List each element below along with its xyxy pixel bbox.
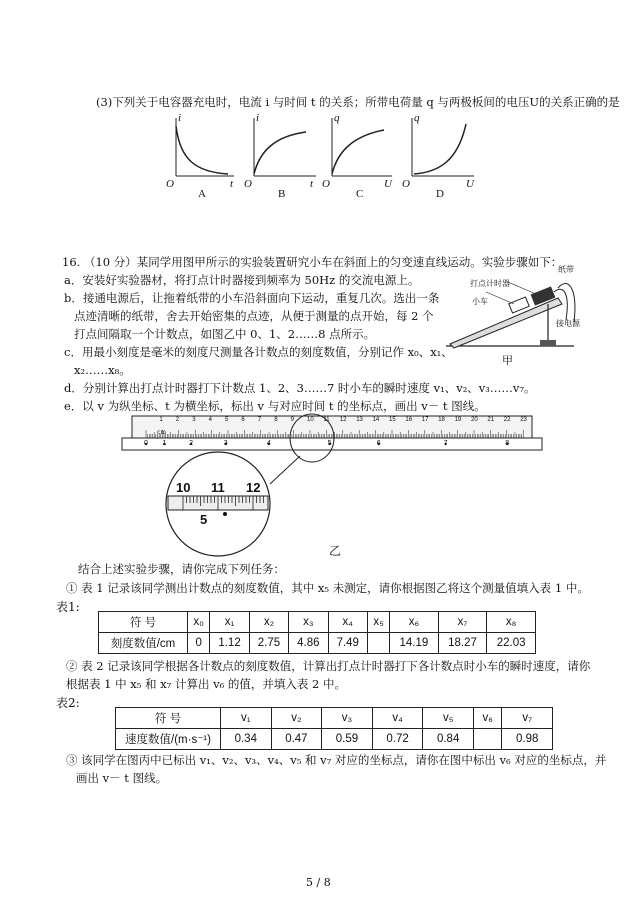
ruler-cm-label: 13 xyxy=(356,417,363,423)
table2-h0: 符 号 xyxy=(116,708,221,729)
intro-text: 结合上述实验步骤，请你完成下列任务： xyxy=(78,562,285,576)
caption-yi: 乙 xyxy=(329,544,342,558)
table1-h7: x₆ xyxy=(390,612,439,633)
ruler-cm-label: 15 xyxy=(389,417,396,423)
ruler-cm-label: 8 xyxy=(274,417,278,423)
ruler-cm-label: 6 xyxy=(241,417,245,423)
graph-d-letter: D xyxy=(436,188,444,200)
table1-h9: x₈ xyxy=(487,612,536,633)
counting-point-label: 6 xyxy=(376,440,381,447)
task-2-line2: 根据表 1 中 x₅ 和 x₇ 计算出 v₆ 的值，并填入表 2 中。 xyxy=(66,677,346,691)
apparatus-figure xyxy=(440,264,580,364)
counting-point-label: 0 xyxy=(144,440,148,447)
zoom-label-11: 11 xyxy=(211,480,225,495)
table1-h5: x₄ xyxy=(328,612,367,633)
table2-r4: 0.72 xyxy=(372,729,423,750)
graph-b-letter: B xyxy=(278,188,286,200)
table1-r7: 14.19 xyxy=(390,633,439,654)
table2-r7: 0.98 xyxy=(502,729,553,750)
graph-c-letter: C xyxy=(356,188,364,200)
step-b-line1: b．接通电源后，让拖着纸带的小车沿斜面向下运动，重复几次。选出一条 xyxy=(64,291,440,305)
graph-d-xlabel: U xyxy=(466,178,474,190)
ruler-cm-label: 3 xyxy=(192,417,196,423)
ruler-cm-label: 20 xyxy=(471,417,478,423)
graph-a[interactable] xyxy=(176,118,234,176)
table2-r3: 0.59 xyxy=(322,729,373,750)
step-b-line3: 打点间隔取一个计数点，如图乙中 0、1、2……8 点所示。 xyxy=(74,327,376,341)
counting-point-label: 8 xyxy=(505,440,510,447)
graph-c-origin: O xyxy=(322,178,330,190)
graph-a-ylabel: i xyxy=(178,112,182,124)
counting-point-label: 4 xyxy=(266,440,271,447)
page-number: 5 / 8 xyxy=(306,876,331,889)
table1-h1: x₀ xyxy=(188,612,210,633)
ruler-cm-label: 17 xyxy=(421,417,429,423)
label-tape: 纸带 xyxy=(558,265,574,274)
table2-v6-answer-cell[interactable] xyxy=(473,729,501,750)
table2-h4: v₄ xyxy=(372,708,423,729)
ruler-cm-label: 23 xyxy=(520,417,527,423)
table1-r4: 4.86 xyxy=(289,633,328,654)
step-e: e．以 v 为纵坐标、t 为横坐标，标出 v 与对应时间 t 的坐标点，画出 v－ t 图线。 xyxy=(64,399,486,413)
zoom-label-10: 10 xyxy=(176,480,191,495)
table1-r9: 22.03 xyxy=(487,633,536,654)
table2-h3: v₃ xyxy=(322,708,373,729)
table2-r5: 0.84 xyxy=(423,729,474,750)
ruler-cm-label: 16 xyxy=(405,417,413,423)
graph-c-ylabel: q xyxy=(334,112,340,124)
table2-h7: v₇ xyxy=(502,708,553,729)
table2-h1: v₁ xyxy=(221,708,272,729)
q3-text: (3)下列关于电容器充电时，电流 i 与时间 t 的关系；所带电荷量 q 与两极板间的电压U的关系正确的是 xyxy=(96,95,620,109)
table2-r2: 0.47 xyxy=(271,729,322,750)
graph-b-xlabel: t xyxy=(310,178,314,190)
graph-a-xlabel: t xyxy=(230,178,234,190)
ruler-cm-label: 1 xyxy=(159,417,163,423)
step-a: a．安装好实验器材，将打点计时器接到频率为 50Hz 的交流电源上。 xyxy=(64,273,420,287)
table2-label: 表2: xyxy=(56,696,80,710)
ruler-cm-label: 11 xyxy=(323,417,330,423)
ruler-cm-label: 12 xyxy=(339,417,347,423)
table1-h3: x₂ xyxy=(249,612,288,633)
table1-r3: 2.75 xyxy=(249,633,288,654)
table1-value-row xyxy=(99,633,536,654)
ruler-cm-label: 7 xyxy=(257,417,262,423)
ruler-unit: cm xyxy=(157,429,167,436)
graph-d[interactable] xyxy=(412,118,474,176)
table1-h2: x₁ xyxy=(210,612,249,633)
counting-point-label: 7 xyxy=(443,440,448,447)
label-power: 接电源 xyxy=(556,319,580,328)
task-3-line1: ③ 该同学在图丙中已标出 v₁、v₂、v₃、v₄、v₅ 和 v₇ 对应的坐标点，请你在图中标出 v₆ 对应的坐标点，并 xyxy=(66,753,607,767)
ruler-cm-label: 4 xyxy=(208,417,212,423)
graph-c[interactable] xyxy=(332,118,392,176)
ruler-cm-label: 22 xyxy=(503,417,511,423)
table1-r5: 7.49 xyxy=(328,633,367,654)
table-2 xyxy=(115,707,553,750)
caption-jia: 甲 xyxy=(502,354,513,367)
task-2-line1: ② 表 2 记录该同学根据各计数点的刻度数值，计算出打点计时器打下各计数点时小车的瞬时速度，请你 xyxy=(66,659,591,673)
ruler-cm-label: 2 xyxy=(175,417,180,423)
step-c-line1: c．用最小刻度是毫米的刻度尺测量各计数点的刻度数值，分别记作 x₀、x₁、 xyxy=(64,345,453,359)
table1-label: 表1: xyxy=(56,600,80,614)
graph-c-xlabel: U xyxy=(384,178,392,190)
table2-value-row xyxy=(116,729,553,750)
table1-h8: x₇ xyxy=(438,612,487,633)
step-d: d．分别计算出打点计时器打下计数点 1、2、3……7 时小车的瞬时速度 v₁、v₂、v₃……v₇。 xyxy=(64,381,536,395)
graph-b-ylabel: i xyxy=(256,112,260,124)
graph-d-origin: O xyxy=(402,178,410,190)
table2-r1: 0.34 xyxy=(221,729,272,750)
label-timer: 打点计时器 xyxy=(470,279,510,288)
task-1: ① 表 1 记录该同学测出计数点的刻度数值，其中 x₅ 未测定，请你根据图乙将这个测量值填入表 1 中。 xyxy=(66,581,589,595)
label-cart: 小车 xyxy=(472,297,488,306)
ruler-cm-label: 5 xyxy=(225,417,229,423)
table1-h0: 符 号 xyxy=(99,612,188,633)
graph-d-ylabel: q xyxy=(414,112,420,124)
ruler-cm-label: 21 xyxy=(487,417,495,423)
counting-point-label: 1 xyxy=(162,440,167,447)
q16-heading: 16. （10 分）某同学用图甲所示的实验装置研究小车在斜面上的匀变速直线运动。实验步骤如下： xyxy=(62,255,563,269)
table1-r0: 刻度数值/cm xyxy=(99,633,188,654)
table1-h6: x₅ xyxy=(367,612,389,633)
ruler-cm-label: 10 xyxy=(307,417,314,423)
table2-h5: v₅ xyxy=(423,708,474,729)
table1-x5-answer-cell[interactable] xyxy=(367,633,389,654)
counting-point-label: 3 xyxy=(223,440,228,447)
counting-point-label: 5 xyxy=(327,440,332,447)
table1-r2: 1.12 xyxy=(210,633,249,654)
counting-point-label: 2 xyxy=(189,440,193,447)
graph-a-letter: A xyxy=(198,188,206,200)
graph-b-origin: O xyxy=(244,178,252,190)
table-1 xyxy=(98,611,536,654)
graph-a-origin: O xyxy=(166,178,174,190)
ruler-cm-label: 9 xyxy=(290,417,294,423)
table1-r8: 18.27 xyxy=(438,633,487,654)
ruler-cm-label: 18 xyxy=(438,417,445,423)
graph-set xyxy=(0,0,640,200)
table1-r1: 0 xyxy=(188,633,210,654)
table2-h2: v₂ xyxy=(271,708,322,729)
step-c-line2: x₂……x₈。 xyxy=(74,363,131,377)
task-3-line2: 画出 v－ t 图线。 xyxy=(76,771,168,785)
graph-b[interactable] xyxy=(254,118,316,176)
ruler-cm-label: 14 xyxy=(372,417,380,423)
table2-header-row xyxy=(116,708,553,729)
zoom-label-12: 12 xyxy=(246,480,261,495)
zoom-point-5: 5 xyxy=(200,512,208,527)
ruler-cm-label: 19 xyxy=(454,417,462,423)
zoom-point-dot xyxy=(223,512,227,516)
ruler-figure xyxy=(0,410,640,560)
table1-h4: x₃ xyxy=(289,612,328,633)
table2-h6: v₆ xyxy=(473,708,501,729)
table2-r0: 速度数值/(m·s⁻¹) xyxy=(116,729,221,750)
table1-header-row xyxy=(99,612,536,633)
step-b-line2: 点迹清晰的纸带，舍去开始密集的点迹，从便于测量的点开始，每 2 个 xyxy=(74,309,434,323)
